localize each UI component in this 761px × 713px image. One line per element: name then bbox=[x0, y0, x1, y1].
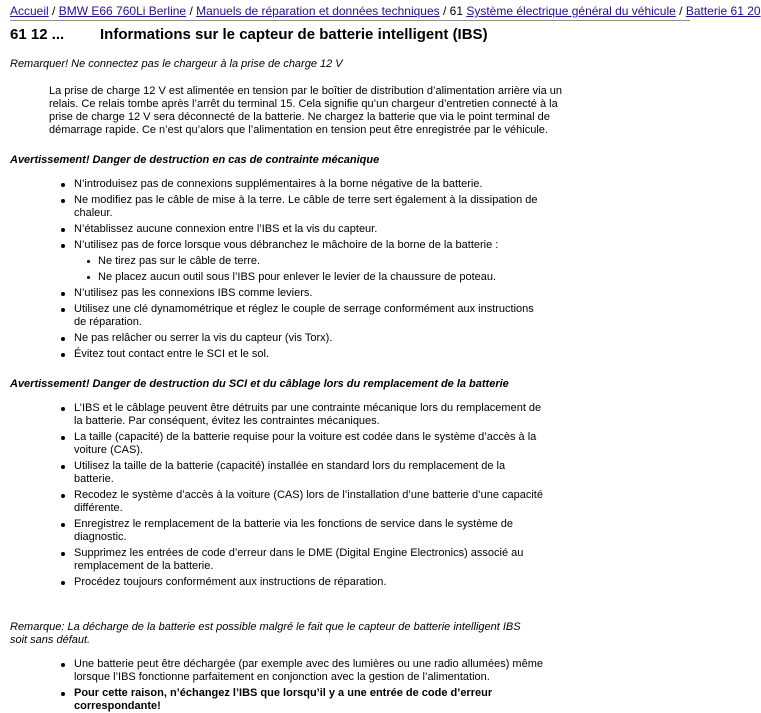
warning-list-replacement bbox=[10, 402, 690, 589]
list-item: Ne modifiez pas le câble de mise à la terre. Le câble de terre sert également à la dissipation de chaleur. bbox=[74, 194, 544, 220]
breadcrumb-link-electrical[interactable]: Système électrique général du véhicule bbox=[466, 4, 676, 18]
breadcrumb-link-model[interactable]: BMW E66 760Li Berline bbox=[58, 4, 187, 18]
page-title bbox=[10, 26, 690, 44]
list-item-text: N’utilisez pas de force lorsque vous débranchez le mâchoire de la borne de la batterie : bbox=[74, 239, 499, 251]
title-code: 61 12 ... bbox=[10, 26, 65, 43]
sub-list-item: Ne tirez pas sur le câble de terre. bbox=[98, 255, 544, 268]
header-divider bbox=[10, 20, 690, 21]
list-item: Utilisez une clé dynamométrique et réglez le couple de serrage conformément aux instructions de réparation. bbox=[74, 303, 544, 329]
list-item: N’établissez aucune connexion entre l’IBS et la vis du capteur. bbox=[74, 223, 544, 236]
breadcrumb-link-manuals[interactable]: Manuels de réparation et données techniques bbox=[196, 4, 440, 18]
list-item: Supprimez les entrées de code d’erreur dans le DME (Digital Engine Electronics) associé au remplacement de la batterie. bbox=[74, 547, 544, 573]
warning-heading-mechanical: Avertissement! Danger de destruction en cas de contrainte mécanique bbox=[10, 154, 380, 166]
list-item: L’IBS et le câblage peuvent être détruits par une contrainte mécanique lors du remplacement de la batterie. Par conséquent, évitez les contraintes mécaniques. bbox=[74, 402, 544, 428]
breadcrumb-section-number: 61 bbox=[449, 4, 467, 18]
warning-heading-replacement: Avertissement! Danger de destruction du SCI et du câblage lors du remplacement de la batterie bbox=[10, 378, 509, 390]
list-item: Évitez tout contact entre le SCI et le sol. bbox=[74, 348, 544, 361]
list-item: La taille (capacité) de la batterie requise pour la voiture est codée dans le système d’accès à la voiture (CAS). bbox=[74, 431, 544, 457]
warning-list-mechanical bbox=[10, 178, 690, 361]
title-text: Informations sur le capteur de batterie intelligent (IBS) bbox=[100, 26, 488, 43]
remark-list bbox=[10, 658, 690, 713]
list-item: Utilisez la taille de la batterie (capacité) installée en standard lors du remplacement de la batterie. bbox=[74, 460, 544, 486]
intro-paragraph: La prise de charge 12 V est alimentée en tension par le boîtier de distribution d’alimentation arrière via un relais. Ce relais tombe après l’arrêt du terminal 15. Cela signifie qu’un chargeur d’entretien connecté à la prise de charge 12 V sera déconnecté de la batterie. Ne chargez la batterie que via le point terminal de démarrage rapide. Ce n’est qu’alors que l’alimentation en tension peut être enregistrée par le véhicule. bbox=[49, 85, 563, 136]
list-item-emphasis: Pour cette raison, n’échangez l’IBS que lorsqu’il y a une entrée de code d’erreur correspondante! bbox=[74, 687, 544, 713]
sub-list bbox=[74, 255, 544, 284]
list-item bbox=[74, 239, 544, 284]
breadcrumb-link-home[interactable]: Accueil bbox=[10, 4, 49, 18]
list-item: Enregistrez le remplacement de la batterie via les fonctions de service dans le système de diagnostic. bbox=[74, 518, 544, 544]
list-item: N’introduisez pas de connexions supplémentaires à la borne négative de la batterie. bbox=[74, 178, 544, 191]
list-item: Ne pas relâcher ou serrer la vis du capteur (vis Torx). bbox=[74, 332, 544, 345]
remark-note: Remarque: La décharge de la batterie est possible malgré le fait que le capteur de batterie intelligent IBS soit sans défaut. bbox=[10, 621, 521, 646]
breadcrumb-link-battery[interactable]: Batterie 61 20 bbox=[685, 4, 761, 18]
breadcrumb bbox=[10, 4, 761, 18]
sub-list-item: Ne placez aucun outil sous l’IBS pour enlever le levier de la chaussure de poteau. bbox=[98, 271, 544, 284]
breadcrumb-separator: / bbox=[675, 4, 686, 18]
list-item: Une batterie peut être déchargée (par exemple avec des lumières ou une radio allumées) même lorsque l’IBS fonctionne parfaitement en conjonction avec la gestion de l’alimentation. bbox=[74, 658, 543, 683]
breadcrumb-separator: / bbox=[186, 4, 197, 18]
breadcrumb-separator: / bbox=[439, 4, 450, 18]
intro-note: Remarquer! Ne connectez pas le chargeur à la prise de charge 12 V bbox=[10, 58, 343, 70]
list-item: Procédez toujours conformément aux instructions de réparation. bbox=[74, 576, 544, 589]
breadcrumb-separator: / bbox=[48, 4, 59, 18]
list-item: Recodez le système d’accès à la voiture (CAS) lors de l’installation d’une batterie d’une capacité différente. bbox=[74, 489, 543, 514]
list-item: N’utilisez pas les connexions IBS comme leviers. bbox=[74, 287, 544, 300]
